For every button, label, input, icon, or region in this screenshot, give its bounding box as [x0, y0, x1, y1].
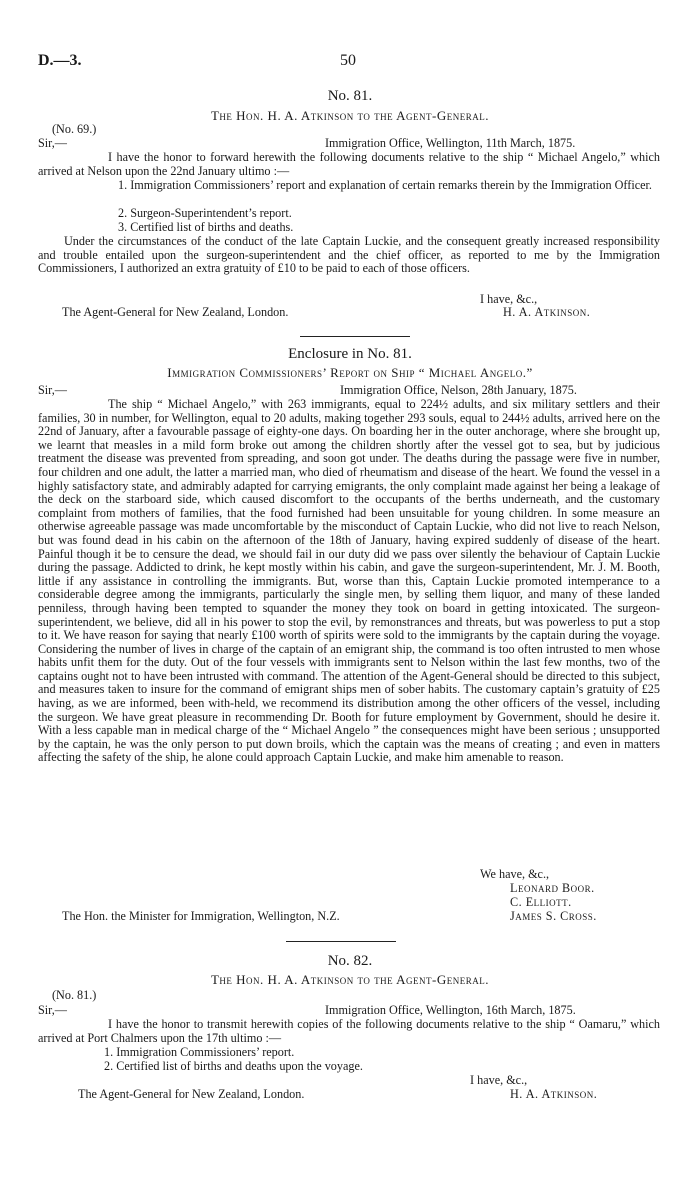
enclosure-place-date: Immigration Office, Nelson, 28th January, 1875. [340, 383, 577, 397]
section-divider [300, 336, 410, 337]
letter-81-item-1: 1. Immigration Commissioners’ report and explanation of certain remarks therein by the Immigration Officer. [118, 178, 652, 192]
letter-81-from-to: The Hon. H. A. Atkinson to the Agent-General. [210, 108, 489, 123]
letter-81-addressee: The Agent-General for New Zealand, London. [62, 305, 289, 319]
letter-82-number: No. 82. [327, 953, 373, 969]
enclosure-subtitle: Immigration Commissioners’ Report on Ship “ Michael Angelo.” [167, 365, 533, 380]
letter-81-item-3: 3. Certified list of births and deaths. [118, 220, 294, 234]
letter-82-body: I have the honor to transmit herewith copies of the following documents relative to the ship “ Oamaru,” which arrived at Port Chalmers upon the 17th ultimo :— [38, 1017, 660, 1045]
letter-82-item-1: 1. Immigration Commissioners’ report. [104, 1045, 295, 1059]
letter-82-addressee: The Agent-General for New Zealand, London. [78, 1087, 305, 1101]
letter-82-signature: H. A. Atkinson. [510, 1087, 598, 1101]
enclosure-body: The ship “ Michael Angelo,” with 263 immigrants, equal to 224½ adults, and six military settlers and their families, 30 in number, for Wellington, equal to 20 adults, making together 293 souls, equal to 244½ adults, arrived here on the 22nd of January, after a favourable passage of eighty-one days. On boarding her in the outer anchorage, where she brought up, we learnt that measles in a mild form broke out among the children shortly after the vessel got to sea, but by judicious treatment the disease was prevented from spreading, and soon got under. The deaths during the passage were five in number, four children and one adult, the latter a married man, who died of rheumatism and disease of the heart. We found the vessel in a highly satisfactory state, and admirably adapted for carrying emigrants, the only complaint made against her being a leakage of the deck on the starboard side, which caused discomfort to the occupants of the berths underneath, and the customary complaint from mothers of families, that the food furnished had been unsuitable for young children. In some measure an otherwise agreeable passage was made uncomfortable by the misconduct of Captain Luckie, who did not live to reach Nelson, but was found dead in his cabin on the afternoon of the 18th of January, having expired suddenly of disease of the heart. Painful though it be to censure the dead, we should fail in our duty did we pass over silently the behaviour of Captain Luckie during the passage. Addicted to drink, he kept mostly within his cabin, and gave the surgeon-superintendent, Mr. J. M. Booth, little if any assistance in controlling the immigrants. But, worse than this, Captain Luckie promoted intemperance to a considerable degree among the immigrants, particularly the single men, by selling them liquor, and many of these landed penniless, through having been tempted to squander the money they took on board in getting intoxicated. The surgeon-superintendent, we believe, did all in his power to stop the evil, by remonstrances and threats, but was powerless to put a stop to it. We have reason for saying that nearly £100 worth of spirits were sold to the immigrants by the captain during the voyage. Considering the number of lives in charge of the captain of an emigrant ship, the command is too often intrusted to men whose habits unfit them for the duty. Out of the four vessels with immigrants sent to Nelson within the last few months, two of the captains ought not to have been intrusted with command. The attention of the Agent-General should be directed to this subject, and measures taken to insure for the command of emigrant ships men of sober habits. The customary captain’s gratuity of £25 having, as we are informed, been with-held, we recommend its distribution among the other officers of the vessel, including the surgeon. We have great pleasure in recommending Dr. Booth for future employment by Government, should he desire it. With a less capable man in medical charge of the “ Michael Angelo ” the consequences might have been serious ; unsupported by the captain, he was the only person to put down broils, which the captain was the means of creating ; and even in matters affecting the safety of the ship, he alone could approach Captain Luckie, and make him amenable to reason. [38, 397, 660, 765]
enclosure-signatory-1: Leonard Boor. [510, 881, 595, 895]
letter-82-item-2: 2. Certified list of births and deaths upon the voyage. [104, 1059, 363, 1073]
enclosure-signatory-3: James S. Cross. [510, 909, 597, 923]
letter-81-ref: (No. 69.) [52, 122, 97, 136]
letter-81-item-2: 2. Surgeon-Superintendent’s report. [118, 206, 292, 220]
letter-82-salutation: Sir,— [38, 1003, 67, 1017]
letter-82-closing: I have, &c., [470, 1073, 528, 1087]
document-reference: D.—3. [38, 52, 82, 69]
enclosure-salutation: Sir,— [38, 383, 67, 397]
letter-81-salutation: Sir,— [38, 136, 67, 150]
page-number: 50 [340, 52, 356, 69]
enclosure-signatory-2: C. Elliott. [510, 895, 572, 909]
letter-82-from-to: The Hon. H. A. Atkinson to the Agent-General. [210, 972, 489, 987]
letter-82-ref: (No. 81.) [52, 988, 97, 1002]
letter-81-signature: H. A. Atkinson. [503, 305, 591, 319]
enclosure-title: Enclosure in No. 81. [288, 346, 412, 362]
enclosure-closing: We have, &c., [480, 867, 550, 881]
letter-81-place-date: Immigration Office, Wellington, 11th March, 1875. [325, 136, 576, 150]
letter-81-body: I have the honor to forward herewith the following documents relative to the ship “ Michael Angelo,” which arrived at Nelson upon the 22nd January ultimo :— [38, 150, 660, 178]
letter-81-body-2: Under the circumstances of the conduct of the late Captain Luckie, and the consequent greatly increased responsibility and trouble entailed upon the surgeon-superintendent and the chief officer, as reported to me by the Immigration Commissioners, I authorized an extra gratuity of £10 to be paid to each of those officers. [38, 234, 660, 276]
letter-82-place-date: Immigration Office, Wellington, 16th March, 1875. [325, 1003, 576, 1017]
letter-81-number: No. 81. [327, 88, 373, 104]
section-divider [286, 941, 396, 942]
enclosure-addressee: The Hon. the Minister for Immigration, Wellington, N.Z. [62, 909, 340, 923]
letter-81-closing: I have, &c., [480, 292, 538, 306]
